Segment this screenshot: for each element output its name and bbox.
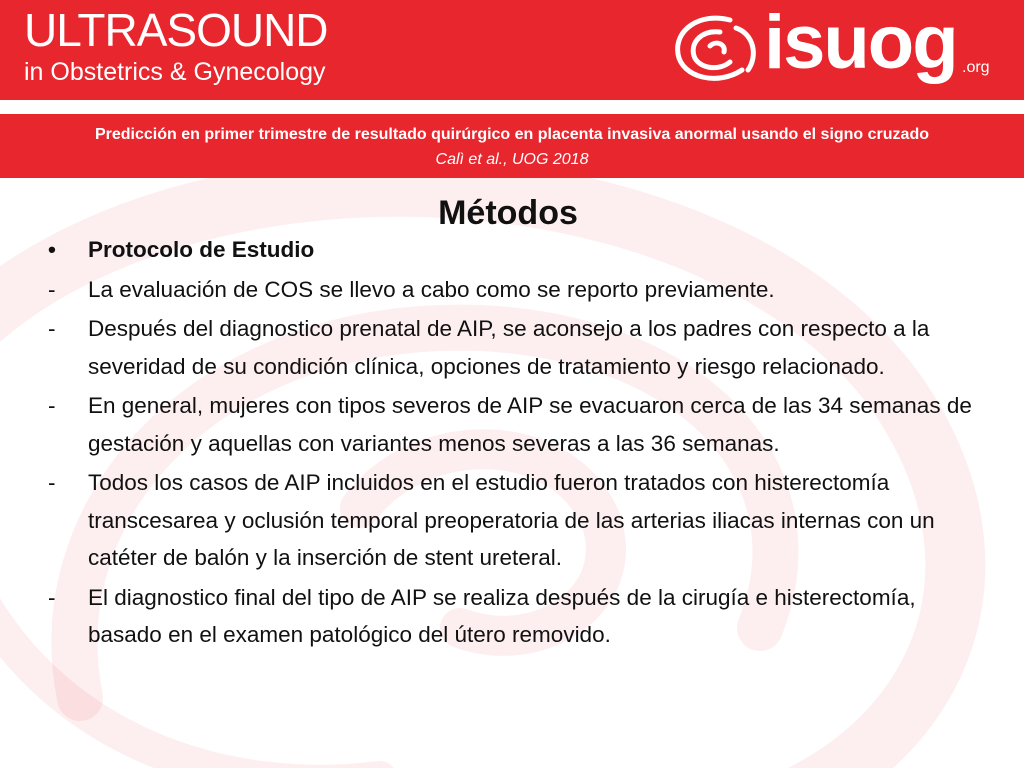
isuog-logo-word: isuog — [764, 0, 957, 85]
list-item — [44, 387, 974, 462]
list-item-text: Protocolo de Estudio — [88, 237, 315, 262]
bullet-marker: • — [48, 237, 56, 262]
article-citation: Calì et al., UOG 2018 — [435, 151, 589, 168]
dash-marker: - — [48, 584, 56, 610]
dash-marker: - — [48, 470, 56, 495]
list-item — [44, 231, 974, 269]
bullet-list — [44, 231, 974, 654]
reference-bar — [0, 114, 1024, 178]
journal-title: ULTRASOUND — [24, 4, 328, 56]
list-item-text: En general, mujeres con tipos severos de AIP se evacuaron cerca de las 34 semanas de gestación y aquellas con variantes menos severas a las 36 semanas. — [88, 393, 972, 456]
list-item-text: Después del diagnostico prenatal de AIP, se aconsejo a los padres con respecto a la severidad de su condición clínica, opciones de tratamiento y riesgo relacionado. — [88, 316, 930, 379]
list-item-text: El diagnostico final del tipo de AIP se realiza después de la cirugía e histerectomía, basado en el examen patológico del útero removido. — [88, 584, 916, 647]
isuog-logo-suffix: .org — [962, 59, 990, 76]
list-item — [44, 464, 974, 577]
dash-marker: - — [48, 276, 56, 302]
journal-subtitle: in Obstetrics & Gynecology — [24, 58, 326, 86]
list-item — [44, 271, 974, 309]
list-item — [44, 579, 974, 654]
isuog-logo-icon — [670, 12, 762, 84]
dash-marker: - — [48, 393, 56, 418]
list-item-text: La evaluación de COS se llevo a cabo como se reporto previamente. — [88, 276, 775, 302]
article-title: Predicción en primer trimestre de resultado quirúrgico en placenta invasiva anormal usando el signo cruzado — [94, 126, 929, 143]
list-item-text: Todos los casos de AIP incluidos en el estudio fueron tratados con histerectomía transcesarea y oclusión temporal preoperatoria de las arterias iliacas internas con un catéter de balón y la inserción de stent ureteral. — [88, 470, 935, 570]
list-item — [44, 310, 974, 385]
journal-header — [0, 0, 1024, 100]
dash-marker: - — [48, 316, 56, 341]
section-title: Métodos — [438, 194, 578, 232]
